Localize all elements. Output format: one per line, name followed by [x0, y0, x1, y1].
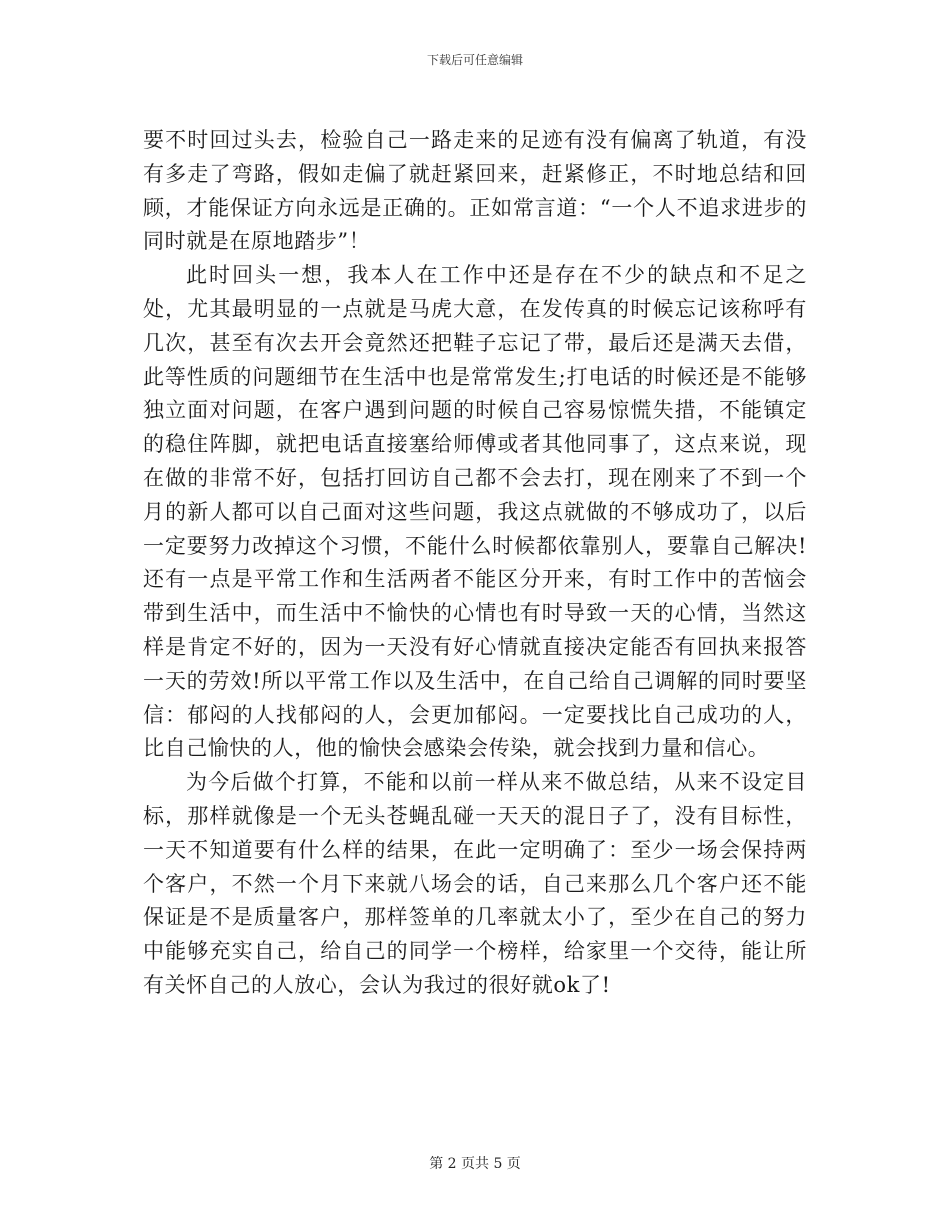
page-number: 第 2 页共 5 页 — [429, 1156, 521, 1172]
page-header: 下载后可任意编辑 — [426, 53, 523, 67]
paragraph-future-plan: 为今后做个打算，不能和以前一样从来不做总结，从来不设定目标，那样就像是一个无头苍蝇乱碰一天天的混日子了，没有目标性，一天不知道要有什么样的结果，在此一定明确了：至少一场会保持两个客户，不然一个月下来就八场会的话，自己来那么几个客户还不能保证是不是质量客户，那样签单的几率就太小了，至少在自己的努力中能够充实自己，给自己的同学一个榜样，给家里一个交待，能让所有关怀自己的人放心，会认为我过的很好就ok了! — [143, 770, 807, 997]
paragraph-continuation: 要不时回过头去，检验自己一路走来的足迹有没有偏离了轨道，有没有多走了弯路，假如走偏了就赶紧回来，赶紧修正，不时地总结和回顾，才能保证方向永远是正确的。正如常言道：“一个人不追求进步的同时就是在原地踏步”！ — [143, 128, 807, 254]
document-body — [143, 124, 807, 1003]
paragraph-shortcomings: 此时回头一想，我本人在工作中还是存在不少的缺点和不足之处，尤其最明显的一点就是马虎大意，在发传真的时候忘记该称呼有几次，甚至有次去开会竟然还把鞋子忘记了带，最后还是满天去借，此等性质的问题细节在生活中也是常常发生;打电话的时候还是不能够独立面对问题，在客户遇到问题的时候自己容易惊慌失措，不能镇定的稳住阵脚，就把电话直接塞给师傅或者其他同事了，这点来说，现在做的非常不好，包括打回访自己都不会去打，现在刚来了不到一个月的新人都可以自己面对这些问题，我这点就做的不够成功了，以后一定要努力改掉这个习惯，不能什么时候都依靠别人，要靠自己解决!还有一点是平常工作和生活两者不能区分开来，有时工作中的苦恼会带到生活中，而生活中不愉快的心情也有时导致一天的心情，当然这样是肯定不好的，因为一天没有好心情就直接决定能否有回执来报答一天的劳效!所以平常工作以及生活中，在自己给自己调解的同时要坚信：郁闷的人找郁闷的人，会更加郁闷。一定要找比自己成功的人，比自己愉快的人，他的愉快会感染会传染，就会找到力量和信心。 — [143, 263, 807, 761]
